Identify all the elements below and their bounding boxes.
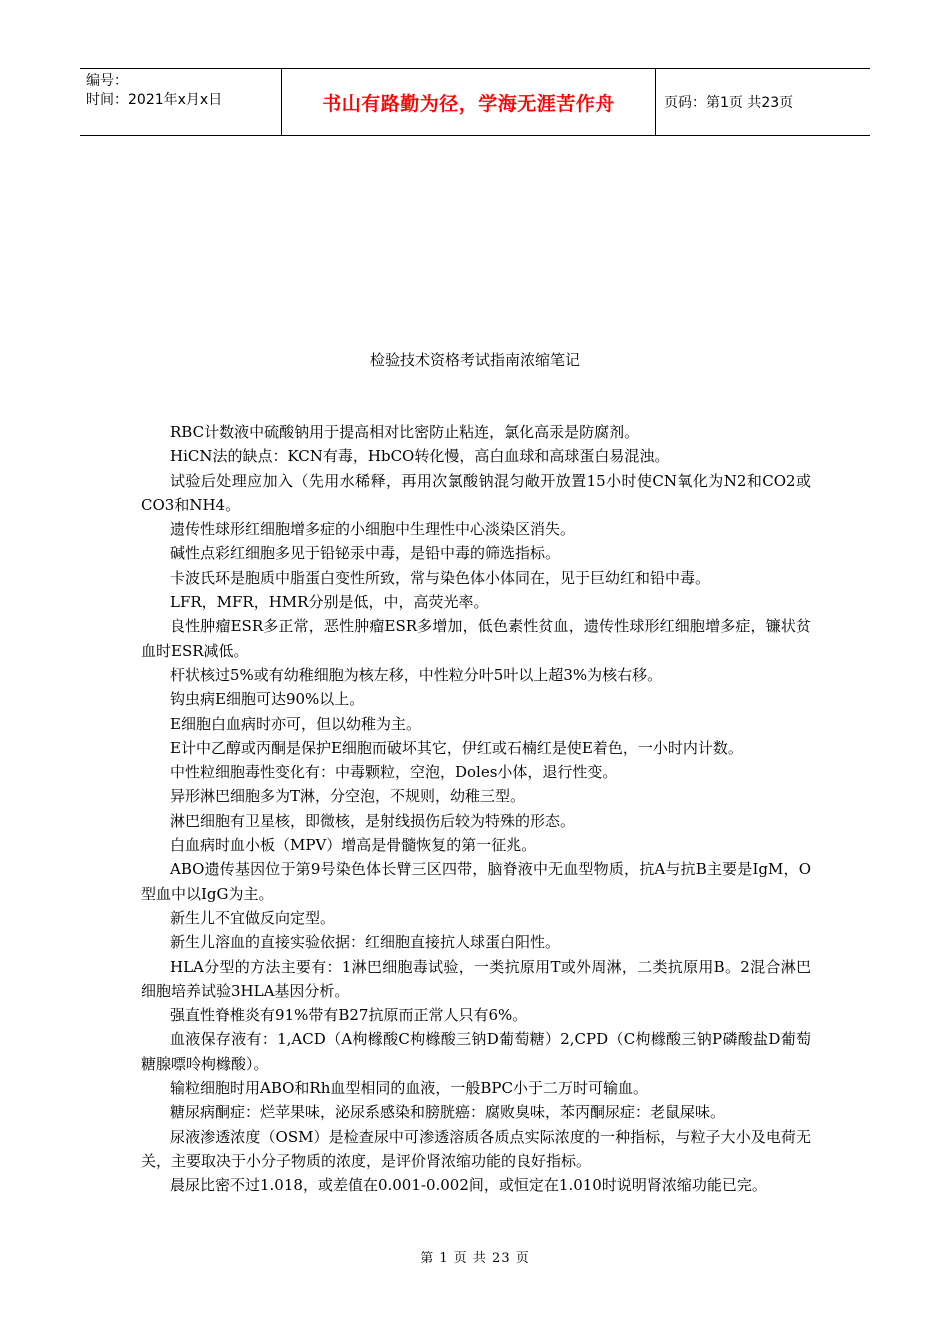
paragraph: 试验后处理应加入（先用水稀释，再用次氯酸钠混匀敞开放置15小时使CN氧化为N2和CO2或CO3和NH4。 (141, 471, 811, 514)
paragraph: 新生儿溶血的直接实验依据：红细胞直接抗人球蛋白阳性。 (170, 933, 561, 952)
document-body (141, 420, 811, 1198)
page-footer: 第 1 页 共 23 页 (420, 1251, 530, 1266)
paragraph: E计中乙醇或丙酮是保护E细胞而破坏其它，伊红或石楠红是使E着色，一小时内计数。 (170, 738, 743, 757)
document-date-label: 时间：2021年x月x日 (86, 92, 223, 108)
paragraph: 新生儿不宜做反向定型。 (170, 908, 336, 927)
paragraph: 杆状核过5%或有幼稚细胞为核左移，中性粒分叶5叶以上超3%为核右移。 (170, 665, 663, 684)
paragraph: HLA分型的方法主要有：1淋巴细胞毒试验，一类抗原用T或外周淋，二类抗原用B。2混合淋巴细胞培养试验3HLA基因分析。 (141, 957, 811, 1000)
paragraph: 尿液渗透浓度（OSM）是检查尿中可渗透溶质各质点实际浓度的一种指标，与粒子大小及电荷无关，主要取决于小分子物质的浓度，是评价肾浓缩功能的良好指标。 (141, 1127, 811, 1170)
paragraph: 遗传性球形红细胞增多症的小细胞中生理性中心淡染区消失。 (170, 520, 576, 539)
paragraph: 淋巴细胞有卫星核，即微核，是射线损伤后较为特殊的形态。 (170, 811, 576, 830)
paragraph: 血液保存液有：1,ACD（A枸橼酸C枸橼酸三钠D葡萄糖）2,CPD（C枸橼酸三钠P磷酸盐D葡萄糖腺嘌呤枸橼酸）。 (141, 1030, 811, 1073)
paragraph: 白血病时血小板（MPV）增高是骨髓恢复的第一征兆。 (170, 836, 537, 855)
header-page-number: 页码：第1页 共23页 (664, 95, 794, 111)
paragraph: 输粒细胞时用ABO和Rh血型相同的血液，一般BPC小于二万时可输血。 (170, 1079, 648, 1098)
paragraph: 碱性点彩红细胞多见于铅铋汞中毒，是铅中毒的筛选指标。 (170, 544, 561, 563)
paragraph: 强直性脊椎炎有91%带有B27抗原而正常人只有6%。 (170, 1006, 528, 1025)
paragraph: 中性粒细胞毒性变化有：中毒颗粒，空泡，Doles小体，退行性变。 (170, 763, 618, 782)
paragraph: 晨尿比密不过1.018，或差值在0.001-0.002间，或恒定在1.010时说明肾浓缩功能已完。 (170, 1176, 767, 1195)
document-title: 检验技术资格考试指南浓缩笔记 (369, 351, 580, 369)
paragraph: 糖尿病酮症：烂苹果味，泌尿系感染和膀胱癌：腐败臭味，苯丙酮尿症：老鼠屎味。 (170, 1103, 726, 1122)
paragraph: 良性肿瘤ESR多正常，恶性肿瘤ESR多增加，低色素性贫血，遗传性球形红细胞增多症，镰状贫血时ESR减低。 (141, 617, 811, 660)
paragraph: 卡波氏环是胞质中脂蛋白变性所致，常与染色体小体同在，见于巨幼红和铅中毒。 (170, 568, 711, 587)
paragraph: E细胞白血病时亦可，但以幼稚为主。 (170, 714, 421, 733)
header-motto: 书山有路勤为径，学海无涯苦作舟 (282, 69, 656, 135)
paragraph: 钩虫病E细胞可达90%以上。 (170, 690, 365, 709)
document-number-label: 编号： (86, 73, 128, 89)
paragraph: LFR，MFR，HMR分别是低，中，高荧光率。 (170, 593, 489, 612)
paragraph: ABO遗传基因位于第9号染色体长臂三区四带，脑脊液中无血型物质，抗A与抗B主要是IgM，O型血中以IgG为主。 (141, 860, 811, 903)
page-header (80, 68, 870, 136)
paragraph: HiCN法的缺点：KCN有毒，HbCO转化慢，高白血球和高球蛋白易混浊。 (170, 447, 670, 466)
header-meta (80, 69, 282, 135)
paragraph: 异形淋巴细胞多为T淋，分空泡，不规则，幼稚三型。 (170, 787, 526, 806)
paragraph: RBC计数液中硫酸钠用于提高相对比密防止粘连，氯化高汞是防腐剂。 (170, 423, 640, 441)
